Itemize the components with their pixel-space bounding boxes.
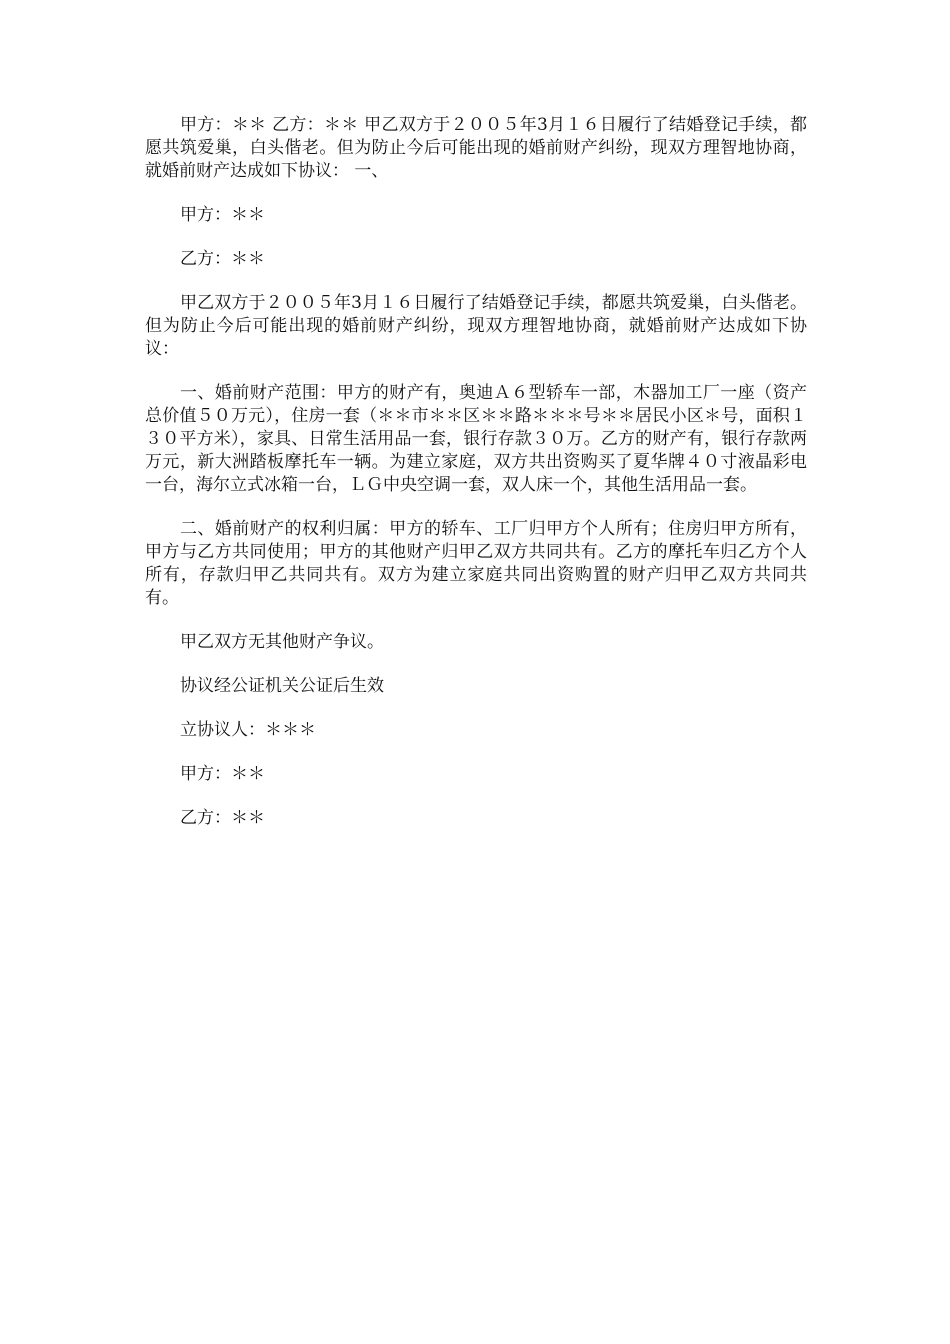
party-a-line: 甲方：＊＊ <box>180 205 265 225</box>
document-body <box>145 114 807 851</box>
no-dispute-statement: 甲乙双方无其他财产争议。 <box>180 632 384 652</box>
notarization-statement: 协议经公证机关公证后生效 <box>180 676 384 696</box>
signature-party-b: 乙方：＊＊ <box>180 808 265 828</box>
preamble-paragraph: 甲乙双方于２００５年3月１６日履行了结婚登记手续，都愿共筑爱巢，白头偕老。但为防止今后可能出现的婚前财产纠纷，现双方理智地协商，就婚前财产达成如下协议： <box>145 293 807 359</box>
intro-paragraph: 甲方：＊＊ 乙方：＊＊ 甲乙双方于２００５年3月１６日履行了结婚登记手续，都愿共筑爱巢，白头偕老。但为防止今后可能出现的婚前财产纠纷，现双方理智地协商，就婚前财产达成如下协议： 一、 <box>145 115 807 181</box>
party-b-line: 乙方：＊＊ <box>180 249 265 269</box>
clause-property-scope: 一、婚前财产范围：甲方的财产有，奥迪Ａ６型轿车一部，木器加工厂一座（资产总价值５０万元），住房一套（＊＊市＊＊区＊＊路＊＊＊号＊＊居民小区＊号，面积１３０平方米），家具、日常生活用品一套，银行存款３０万。乙方的财产有，银行存款两万元，新大洲踏板摩托车一辆。为建立家庭，双方共出资购买了夏华牌４０寸液晶彩电一台，海尔立式冰箱一台，ＬＧ中央空调一套，双人床一个，其他生活用品一套。 <box>145 383 807 495</box>
signatory-line: 立协议人：＊＊＊ <box>180 720 316 740</box>
clause-property-ownership: 二、婚前财产的权利归属：甲方的轿车、工厂归甲方个人所有；住房归甲方所有，甲方与乙方共同使用；甲方的其他财产归甲乙双方共同共有。乙方的摩托车归乙方个人所有，存款归甲乙共同共有。双方为建立家庭共同出资购置的财产归甲乙双方共同共有。 <box>145 519 807 608</box>
signature-party-a: 甲方：＊＊ <box>180 764 265 784</box>
